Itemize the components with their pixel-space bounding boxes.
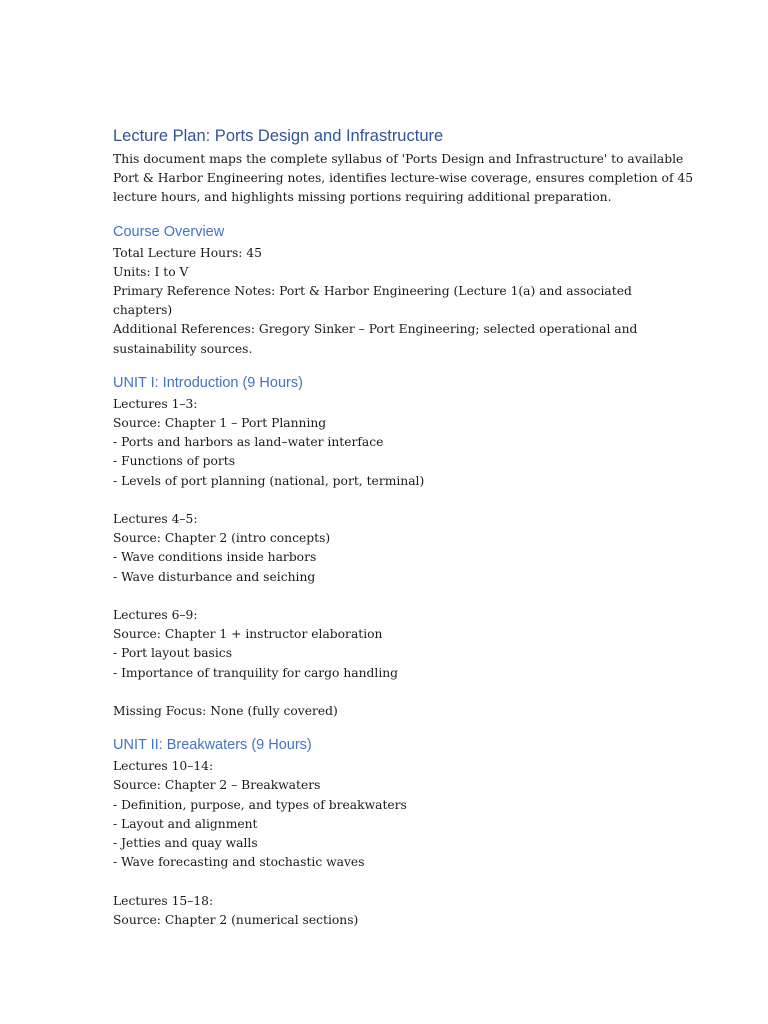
intro-line: Port & Harbor Engineering notes, identifies lecture-wise coverage, ensures completion of 45 [113,171,694,186]
document-title: Lecture Plan: Ports Design and Infrastructure [113,127,444,145]
intro-line: This document maps the complete syllabus of 'Ports Design and Infrastructure' to available [113,152,684,166]
unit1-missing-focus [113,702,673,721]
missing-focus-line: Missing Focus: None (fully covered) [113,704,338,719]
lecture-line: - Wave disturbance and seiching [113,569,316,584]
unit1-lecture-block [113,606,673,683]
lecture-line: Source: Chapter 1 – Port Planning [113,416,327,431]
unit1-heading: UNIT I: Introduction (9 Hours) [113,374,303,391]
lecture-line: Source: Chapter 2 (numerical sections) [113,912,359,927]
lecture-line: - Port layout basics [113,646,232,661]
lecture-line: Lectures 6–9: [113,608,198,623]
lecture-line: - Wave forecasting and stochastic waves [113,855,365,870]
lecture-line: Lectures 10–14: [113,759,214,774]
lecture-line: - Importance of tranquility for cargo handling [113,665,399,680]
overview-line: Additional References: Gregory Sinker – Port Engineering; selected operational and [113,322,638,337]
lecture-line: Lectures 15–18: [113,893,214,908]
overview-line: Total Lecture Hours: 45 [113,245,262,260]
unit2-heading: UNIT II: Breakwaters (9 Hours) [113,737,312,754]
lecture-line: Lectures 4–5: [113,512,198,527]
course-overview-heading: Course Overview [113,223,225,240]
course-overview-paragraph [113,244,673,359]
lecture-line: - Functions of ports [113,454,236,469]
lecture-line: Source: Chapter 1 + instructor elaboration [113,627,383,642]
overview-line: sustainability sources. [113,341,253,356]
intro-paragraph [113,150,694,208]
unit1-lecture-block [113,395,673,491]
lecture-line: - Wave conditions inside harbors [113,550,317,565]
document-page [113,124,694,930]
unit1-lecture-block [113,510,673,587]
intro-line: lecture hours, and highlights missing portions requiring additional preparation. [113,190,612,205]
lecture-line: - Layout and alignment [113,816,258,831]
overview-line: Units: I to V [113,264,189,279]
lecture-line: - Ports and harbors as land–water interface [113,435,384,450]
unit2-lecture-block [113,757,673,872]
lecture-line: Lectures 1–3: [113,396,198,411]
lecture-line: - Jetties and quay walls [113,836,258,851]
overview-line: Primary Reference Notes: Port & Harbor Engineering (Lecture 1(a) and associated [113,284,632,299]
lecture-line: Source: Chapter 2 – Breakwaters [113,778,321,793]
overview-line: chapters) [113,303,173,318]
unit2-lecture-block [113,892,673,930]
lecture-line: - Levels of port planning (national, port, terminal) [113,473,425,488]
lecture-line: Source: Chapter 2 (intro concepts) [113,531,331,546]
lecture-line: - Definition, purpose, and types of breakwaters [113,797,407,812]
